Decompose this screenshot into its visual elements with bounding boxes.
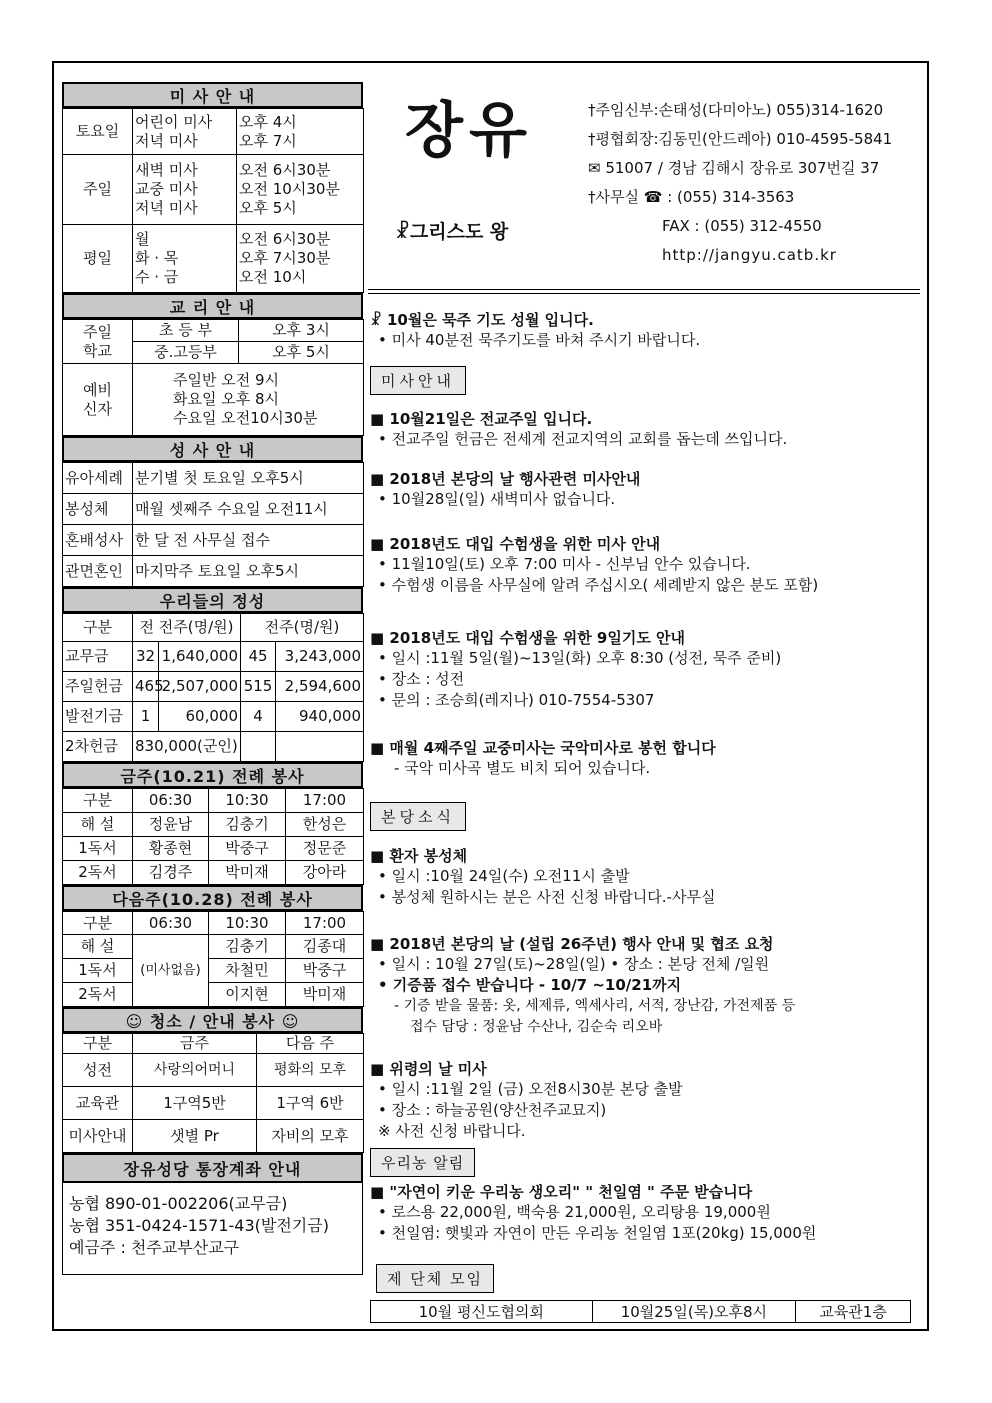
notice-parish-day-event: ■ 2018년 본당의 날 (설립 26주년) 행사 안내 및 협조 요청 • 일시 : 10월 27일(토)~28일(일) • 장소 : 본당 전체 /일원 • 기증품 접수 받습니다 - 10/7 ~10/21까지 - 기증 받을 물품: 옷, 세제류, 엑세사리, 서적, 장난감, 가전제품 등 접수 담당 : 정윤남 수산나, 김순숙 리오바 bbox=[370, 935, 796, 1035]
liturgy-col-header: 10:30 bbox=[209, 789, 286, 813]
cleaning-col-header: 구분 bbox=[63, 1034, 133, 1054]
offering-amount: 2,594,600 bbox=[276, 672, 364, 702]
offering-count: 465 bbox=[133, 672, 159, 702]
meeting-table bbox=[370, 1300, 911, 1323]
notice-urinong-order: ■ "자연이 키운 우리농 생오리" " 천일염 " 주문 받습니다 • 로스용 22,000원, 백숙용 21,000원, 오리탕용 19,000원 • 천일염: 햇빛과 자연이 만든 우리농 천일염 1포(20kg) 15,000원 bbox=[370, 1183, 817, 1242]
offering-row-label: 교무금 bbox=[63, 642, 133, 672]
cleaning-place: 미사안내 bbox=[63, 1120, 133, 1153]
liturgy-person: 한성은 bbox=[286, 813, 364, 837]
liturgy-role: 1독서 bbox=[63, 837, 133, 861]
mass-times: 오전 6시30분 오전 10시30분 오후 5시 bbox=[237, 155, 364, 225]
account-line: 농협 890-01-002206(교무금) bbox=[69, 1194, 288, 1213]
liturgy-person: 박미재 bbox=[209, 861, 286, 885]
thisweek-liturgy-table bbox=[62, 788, 364, 885]
notice-parish-day-mass: ■ 2018년 본당의 날 행사관련 미사안내 • 10월28일(일) 새벽미사 없습니다. bbox=[370, 470, 641, 508]
liturgy-person: 박중구 bbox=[286, 959, 364, 983]
header-rule bbox=[368, 289, 920, 290]
sacrament-info: 매월 셋째주 수요일 오전11시 bbox=[133, 494, 364, 525]
cleaning-header: ☺ 청소 / 안내 봉사 ☺ bbox=[62, 1007, 363, 1033]
liturgy-role: 2독서 bbox=[63, 983, 133, 1007]
liturgy-person: 정문준 bbox=[286, 837, 364, 861]
sacrament-name: 혼배성사 bbox=[63, 525, 133, 556]
liturgy-col-header: 10:30 bbox=[209, 912, 286, 935]
thisweek-liturgy-header: 금주(10.21) 전례 봉사 bbox=[62, 762, 363, 788]
liturgy-person: 김종대 bbox=[286, 935, 364, 959]
liturgy-col-header: 17:00 bbox=[286, 912, 364, 935]
offering-count bbox=[241, 732, 276, 762]
notice-sick-communion: ■ 환자 봉성체 • 일시 :10월 24일(수) 오전11시 출발 • 봉성체 원하시는 분은 사전 신청 바랍니다.-사무실 bbox=[370, 847, 716, 906]
catechism-header: 교 리 안 내 bbox=[62, 293, 363, 319]
meeting-place: 교육관1층 bbox=[796, 1301, 911, 1323]
liturgy-role: 2독서 bbox=[63, 861, 133, 885]
liturgy-person: 이지현 bbox=[209, 983, 286, 1007]
liturgy-person: 강아라 bbox=[286, 861, 364, 885]
tag-group-meeting: 제 단체 모임 bbox=[376, 1264, 494, 1293]
offering-col-header: 구분 bbox=[63, 614, 133, 642]
liturgy-person: 김경주 bbox=[133, 861, 209, 885]
offering-amount: 3,243,000 bbox=[276, 642, 364, 672]
liturgy-person: 차철민 bbox=[209, 959, 286, 983]
catechumen-label: 예비 신자 bbox=[63, 364, 133, 436]
catechumen-classes: 주일반 오전 9시 화요일 오후 8시 수요일 오전10시30분 bbox=[133, 364, 364, 436]
liturgy-role: 해 설 bbox=[63, 813, 133, 837]
cleaning-col-header: 금주 bbox=[133, 1034, 257, 1054]
offering-row-label: 2차헌금 bbox=[63, 732, 133, 762]
notice-mission-sunday: ■ 10월21일은 전교주일 입니다. • 전교주일 헌금은 전세계 전교지역의 교회를 돕는데 쓰입니다. bbox=[370, 410, 788, 448]
offering-header: 우리들의 정성 bbox=[62, 587, 363, 613]
cleaning-group: 자비의 모후 bbox=[257, 1120, 364, 1153]
school-label: 주일 학교 bbox=[63, 320, 133, 364]
left-column bbox=[62, 82, 363, 1275]
notice-exam-mass: ■ 2018년도 대입 수험생을 위한 미사 안내 • 11월10일(토) 오후 7:00 미사 - 신부님 안수 있습니다. • 수험생 이름을 사무실에 알려 주십시오( 세례받지 않은 분도 포함) bbox=[370, 535, 819, 594]
liturgy-person: 김충기 bbox=[209, 935, 286, 959]
liturgy-role: 해 설 bbox=[63, 935, 133, 959]
mass-times: 오후 4시 오후 7시 bbox=[237, 109, 364, 155]
cleaning-group: 사랑의어머니 bbox=[133, 1054, 257, 1087]
contact-line: FAX : (055) 312-4550 bbox=[662, 217, 822, 235]
liturgy-col-header: 구분 bbox=[63, 789, 133, 813]
cleaning-group: 1구역5반 bbox=[133, 1087, 257, 1120]
sacrament-header: 성 사 안 내 bbox=[62, 436, 363, 462]
sacrament-name: 봉성체 bbox=[63, 494, 133, 525]
mass-schedule-table bbox=[62, 108, 364, 293]
liturgy-col-header: 구분 bbox=[63, 912, 133, 935]
cleaning-place: 성전 bbox=[63, 1054, 133, 1087]
cleaning-group: 샛별 Pr bbox=[133, 1120, 257, 1153]
notice-rosary: ☧ 10월은 묵주 기도 성월 입니다. • 미사 40분전 묵주기도를 바쳐 주시기 바랍니다. bbox=[370, 311, 701, 349]
offering-amount bbox=[276, 732, 364, 762]
offering-count: 4 bbox=[241, 702, 276, 732]
header-rule bbox=[368, 293, 920, 294]
nextweek-liturgy-table bbox=[62, 911, 364, 1007]
notice-all-souls: ■ 위령의 날 미사 • 일시 :11월 2일 (금) 오전8시30분 본당 출발 • 장소 : 하늘공원(양산천주교묘지) ※ 사전 신청 바랍니다. bbox=[370, 1060, 683, 1140]
contact-line: †평협회장:김동민(안드레아) 010-4595-5841 bbox=[588, 130, 893, 148]
sacrament-name: 관면혼인 bbox=[63, 556, 133, 587]
offering-amount: 830,000(군인) bbox=[133, 732, 241, 762]
account-line: 예금주 : 천주교부산교구 bbox=[69, 1238, 240, 1257]
tag-mass-notice: 미사안내 bbox=[370, 366, 466, 395]
sacrament-name: 유아세례 bbox=[63, 463, 133, 494]
bulletin-title: 장유 bbox=[405, 96, 533, 166]
offering-count: 45 bbox=[241, 642, 276, 672]
mass-day: 토요일 bbox=[63, 109, 133, 155]
mass-schedule-header: 미 사 안 내 bbox=[62, 82, 363, 108]
liturgy-col-header: 06:30 bbox=[133, 789, 209, 813]
account-box bbox=[62, 1183, 363, 1275]
contact-link[interactable]: http://jangyu.catb.kr bbox=[662, 246, 837, 264]
cleaning-place: 교육관 bbox=[63, 1087, 133, 1120]
offering-count: 1 bbox=[133, 702, 159, 732]
offering-count: 515 bbox=[241, 672, 276, 702]
offering-row-label: 발전기금 bbox=[63, 702, 133, 732]
mass-names: 월 화 · 목 수 · 금 bbox=[133, 225, 237, 293]
offering-col-header: 전주(명/원) bbox=[241, 614, 364, 642]
school-time: 오후 3시 bbox=[239, 320, 364, 342]
school-group: 초 등 부 bbox=[133, 320, 239, 342]
offering-amount: 1,640,000 bbox=[159, 642, 241, 672]
contact-info bbox=[588, 96, 892, 270]
school-group: 중.고등부 bbox=[133, 342, 239, 364]
mass-day: 평일 bbox=[63, 225, 133, 293]
bulletin-subtitle: ☧그리스도 왕 bbox=[395, 221, 509, 243]
cleaning-group: 평화의 모후 bbox=[257, 1054, 364, 1087]
catechism-table bbox=[62, 319, 364, 436]
nextweek-liturgy-header: 다음주(10.28) 전례 봉사 bbox=[62, 885, 363, 911]
liturgy-person: 정윤남 bbox=[133, 813, 209, 837]
mass-day: 주일 bbox=[63, 155, 133, 225]
mass-names: 어린이 미사 저녁 미사 bbox=[133, 109, 237, 155]
sacrament-info: 분기별 첫 토요일 오후5시 bbox=[133, 463, 364, 494]
tag-parish-news: 본당소식 bbox=[370, 802, 466, 831]
offering-amount: 60,000 bbox=[159, 702, 241, 732]
account-header: 장유성당 통장계좌 안내 bbox=[62, 1153, 363, 1183]
meeting-name: 10월 평신도협의회 bbox=[371, 1301, 593, 1323]
offering-row-label: 주일헌금 bbox=[63, 672, 133, 702]
contact-line: †주임신부:손태성(다미아노) 055)314-1620 bbox=[588, 101, 884, 119]
mass-times: 오전 6시30분 오후 7시30분 오전 10시 bbox=[237, 225, 364, 293]
sacrament-info: 마지막주 토요일 오후5시 bbox=[133, 556, 364, 587]
cleaning-col-header: 다음 주 bbox=[257, 1034, 364, 1054]
offering-amount: 2,507,000 bbox=[159, 672, 241, 702]
liturgy-person: 황종현 bbox=[133, 837, 209, 861]
no-mass-note: (미사없음) bbox=[133, 935, 209, 1007]
mass-names: 새벽 미사 교중 미사 저녁 미사 bbox=[133, 155, 237, 225]
liturgy-person: 박중구 bbox=[209, 837, 286, 861]
liturgy-person: 박미재 bbox=[286, 983, 364, 1007]
offering-table bbox=[62, 613, 364, 762]
tag-urinong: 우리농 알림 bbox=[370, 1148, 475, 1177]
offering-count: 32 bbox=[133, 642, 159, 672]
school-time: 오후 5시 bbox=[239, 342, 364, 364]
cleaning-group: 1구역 6반 bbox=[257, 1087, 364, 1120]
liturgy-person: 김충기 bbox=[209, 813, 286, 837]
sacrament-info: 한 달 전 사무실 접수 bbox=[133, 525, 364, 556]
liturgy-col-header: 06:30 bbox=[133, 912, 209, 935]
notice-gugak-mass: ■ 매월 4째주일 교중미사는 국악미사로 봉헌 합니다 - 국악 미사곡 별도 비치 되어 있습니다. bbox=[370, 739, 716, 777]
offering-amount: 940,000 bbox=[276, 702, 364, 732]
contact-line: †사무실 ☎ : (055) 314-3563 bbox=[588, 188, 795, 206]
liturgy-col-header: 17:00 bbox=[286, 789, 364, 813]
contact-line: ✉ 51007 / 경남 김해시 장유로 307번길 37 bbox=[588, 159, 880, 177]
liturgy-role: 1독서 bbox=[63, 959, 133, 983]
offering-col-header: 전 전주(명/원) bbox=[133, 614, 241, 642]
notice-exam-novena: ■ 2018년도 대입 수험생을 위한 9일기도 안내 • 일시 :11월 5일(월)~13일(화) 오후 8:30 (성전, 묵주 준비) • 장소 : 성전 • 문의 : 조승희(레지나) 010-7554-5307 bbox=[370, 629, 782, 709]
cleaning-table bbox=[62, 1033, 364, 1153]
meeting-time: 10월25일(목)오후8시 bbox=[592, 1301, 796, 1323]
account-line: 농협 351-0424-1571-43(발전기금) bbox=[69, 1216, 329, 1235]
sacrament-table bbox=[62, 462, 364, 587]
